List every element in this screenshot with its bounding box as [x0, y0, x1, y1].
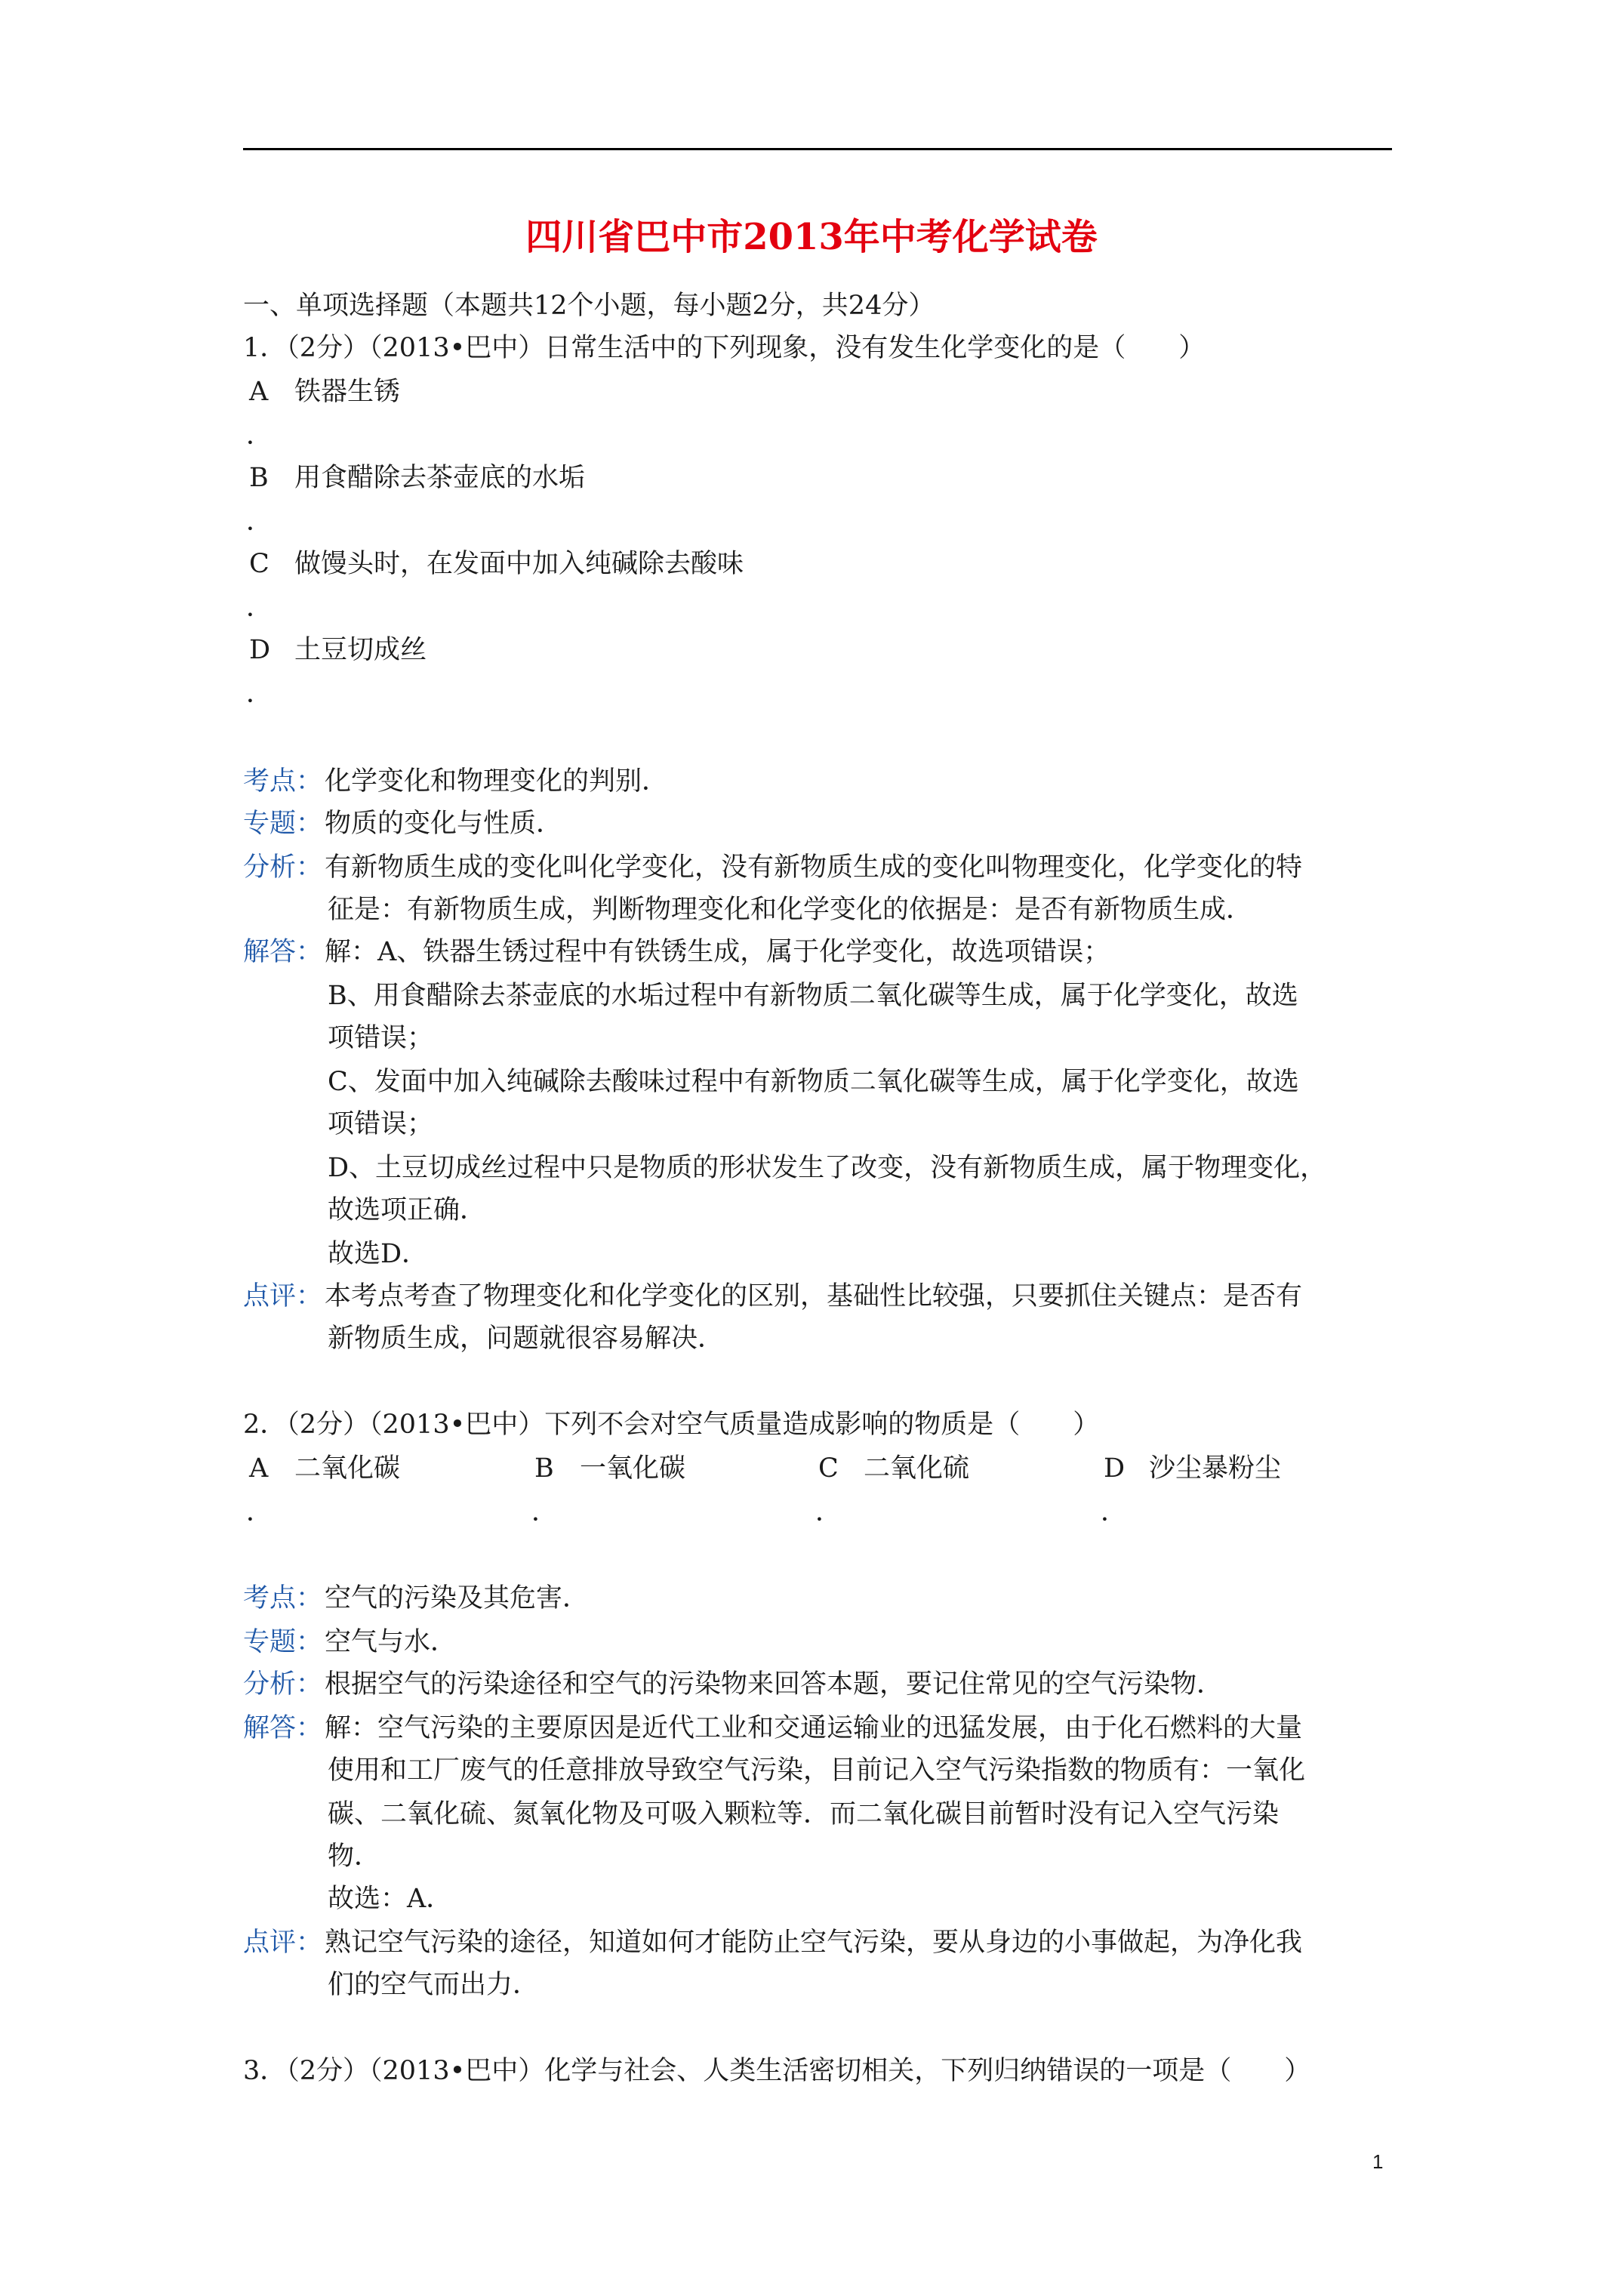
q2-jieda-line: 物． — [328, 1841, 381, 1872]
q1-jieda-line: 解：A、铁器生锈过程中有铁锈生成，属于化学变化，故选项错误； — [325, 937, 1110, 967]
q1-option-c-text: 做馒头时，在发面中加入纯碱除去酸味 — [294, 549, 744, 579]
q2-fenxi: 根据空气的污染途径和空气的污染物来回答本题，要记住常见的空气污染物． — [325, 1669, 1224, 1700]
page-title: 四川省巴中市2013年中考化学试卷 — [525, 216, 1098, 258]
q1-kaodian-label: 考点： — [243, 766, 323, 797]
page-number: 1 — [1372, 2150, 1384, 2173]
q2-option-b-dot: ． — [531, 1497, 559, 1527]
q1-jieda-line: 项错误； — [328, 1023, 434, 1053]
q2-dianping-label: 点评： — [243, 1928, 323, 1958]
q2-option-a-dot: ． — [246, 1497, 273, 1527]
q1-fenxi-line: 征是：有新物质生成，判断物理变化和化学变化的依据是：是否有新物质生成． — [328, 895, 1253, 925]
q1-fenxi-label: 分析： — [243, 852, 323, 883]
q1-kaodian: 化学变化和物理变化的判别． — [325, 766, 669, 797]
q2-option-c-dot: ． — [815, 1497, 842, 1527]
q2-option-b-letter: B — [534, 1453, 554, 1484]
q1-jieda-line: 故选D． — [328, 1239, 429, 1269]
q1-dianping-line: 本考点考查了物理变化和化学变化的区别，基础性比较强，只要抓住关键点：是否有 — [325, 1281, 1303, 1311]
section-heading: 一、单项选择题（本题共12个小题，每小题2分，共24分） — [243, 291, 935, 321]
q1-option-d-letter: D — [249, 635, 271, 665]
q1-option-d-dot: ． — [246, 679, 273, 709]
q1-option-b-letter: B — [249, 463, 269, 493]
q1-option-a-dot: ． — [246, 421, 273, 451]
q2-option-a-text: 二氧化碳 — [294, 1453, 401, 1484]
q1-jieda-line: B、用食醋除去茶壶底的水垢过程中有新物质二氧化碳等生成，属于化学变化，故选 — [328, 981, 1298, 1011]
q1-jieda-line: 故选项正确． — [328, 1195, 487, 1225]
q1-zhuanti: 物质的变化与性质． — [325, 809, 563, 839]
q2-jieda-line: 使用和工厂废气的任意排放导致空气污染，目前记入空气污染指数的物质有：一氧化 — [328, 1755, 1306, 1786]
q2-jieda-label: 解答： — [243, 1713, 323, 1743]
q1-jieda-line: C、发面中加入纯碱除去酸味过程中有新物质二氧化碳等生成，属于化学变化，故选 — [328, 1067, 1299, 1097]
q2-kaodian-label: 考点： — [243, 1583, 323, 1613]
q1-option-c-dot: ． — [246, 593, 273, 623]
q2-stem: 2．（2分）（2013•巴中）下列不会对空气质量造成影响的物质是（ ） — [243, 1410, 1100, 1440]
q2-fenxi-label: 分析： — [243, 1669, 323, 1700]
q1-option-b-text: 用食醋除去茶壶底的水垢 — [294, 463, 586, 493]
q1-jieda-line: D、土豆切成丝过程中只是物质的形状发生了改变，没有新物质生成，属于物理变化， — [328, 1153, 1327, 1183]
q1-dianping-line: 新物质生成，问题就很容易解决． — [328, 1324, 725, 1354]
q1-dianping-label: 点评： — [243, 1281, 323, 1311]
q2-dianping-line: 们的空气而出力． — [328, 1970, 540, 2000]
q2-dianping-line: 熟记空气污染的途径，知道如何才能防止空气污染，要从身边的小事做起，为净化我 — [325, 1928, 1303, 1958]
q2-jieda-line: 解：空气污染的主要原因是近代工业和交通运输业的迅猛发展，由于化石燃料的大量 — [325, 1713, 1303, 1743]
q2-option-b-text: 一氧化碳 — [580, 1453, 686, 1484]
q2-option-d-dot: ． — [1101, 1497, 1128, 1527]
q1-option-b-dot: ． — [246, 507, 273, 537]
q2-zhuanti-label: 专题： — [243, 1627, 323, 1657]
q2-option-c-text: 二氧化硫 — [864, 1453, 970, 1484]
q2-option-c-letter: C — [818, 1453, 839, 1484]
q2-kaodian: 空气的污染及其危害． — [325, 1583, 590, 1613]
q1-jieda-line: 项错误； — [328, 1109, 434, 1139]
q2-option-d-letter: D — [1104, 1453, 1126, 1484]
q1-jieda-label: 解答： — [243, 937, 323, 967]
header-rule — [243, 148, 1392, 150]
q1-fenxi-line: 有新物质生成的变化叫化学变化，没有新物质生成的变化叫物理变化，化学变化的特 — [325, 852, 1303, 883]
q2-jieda-line: 故选：A． — [328, 1884, 453, 1914]
q2-zhuanti: 空气与水． — [325, 1627, 457, 1657]
q2-option-d-text: 沙尘暴粉尘 — [1149, 1453, 1282, 1484]
q3-stem: 3．（2分）（2013•巴中）化学与社会、人类生活密切相关，下列归纳错误的一项是（ ） — [243, 2056, 1311, 2086]
q1-option-c-letter: C — [249, 549, 269, 579]
q1-option-a-letter: A — [249, 377, 269, 407]
q2-option-a-letter: A — [249, 1453, 269, 1484]
q1-zhuanti-label: 专题： — [243, 809, 323, 839]
q1-stem: 1．（2分）（2013•巴中）日常生活中的下列现象，没有发生化学变化的是（ ） — [243, 333, 1206, 363]
q2-jieda-line: 碳、二氧化硫、氮氧化物及可吸入颗粒等．而二氧化碳目前暂时没有记入空气污染 — [328, 1799, 1280, 1829]
q1-option-d-text: 土豆切成丝 — [294, 635, 427, 665]
q1-option-a-text: 铁器生锈 — [294, 377, 401, 407]
